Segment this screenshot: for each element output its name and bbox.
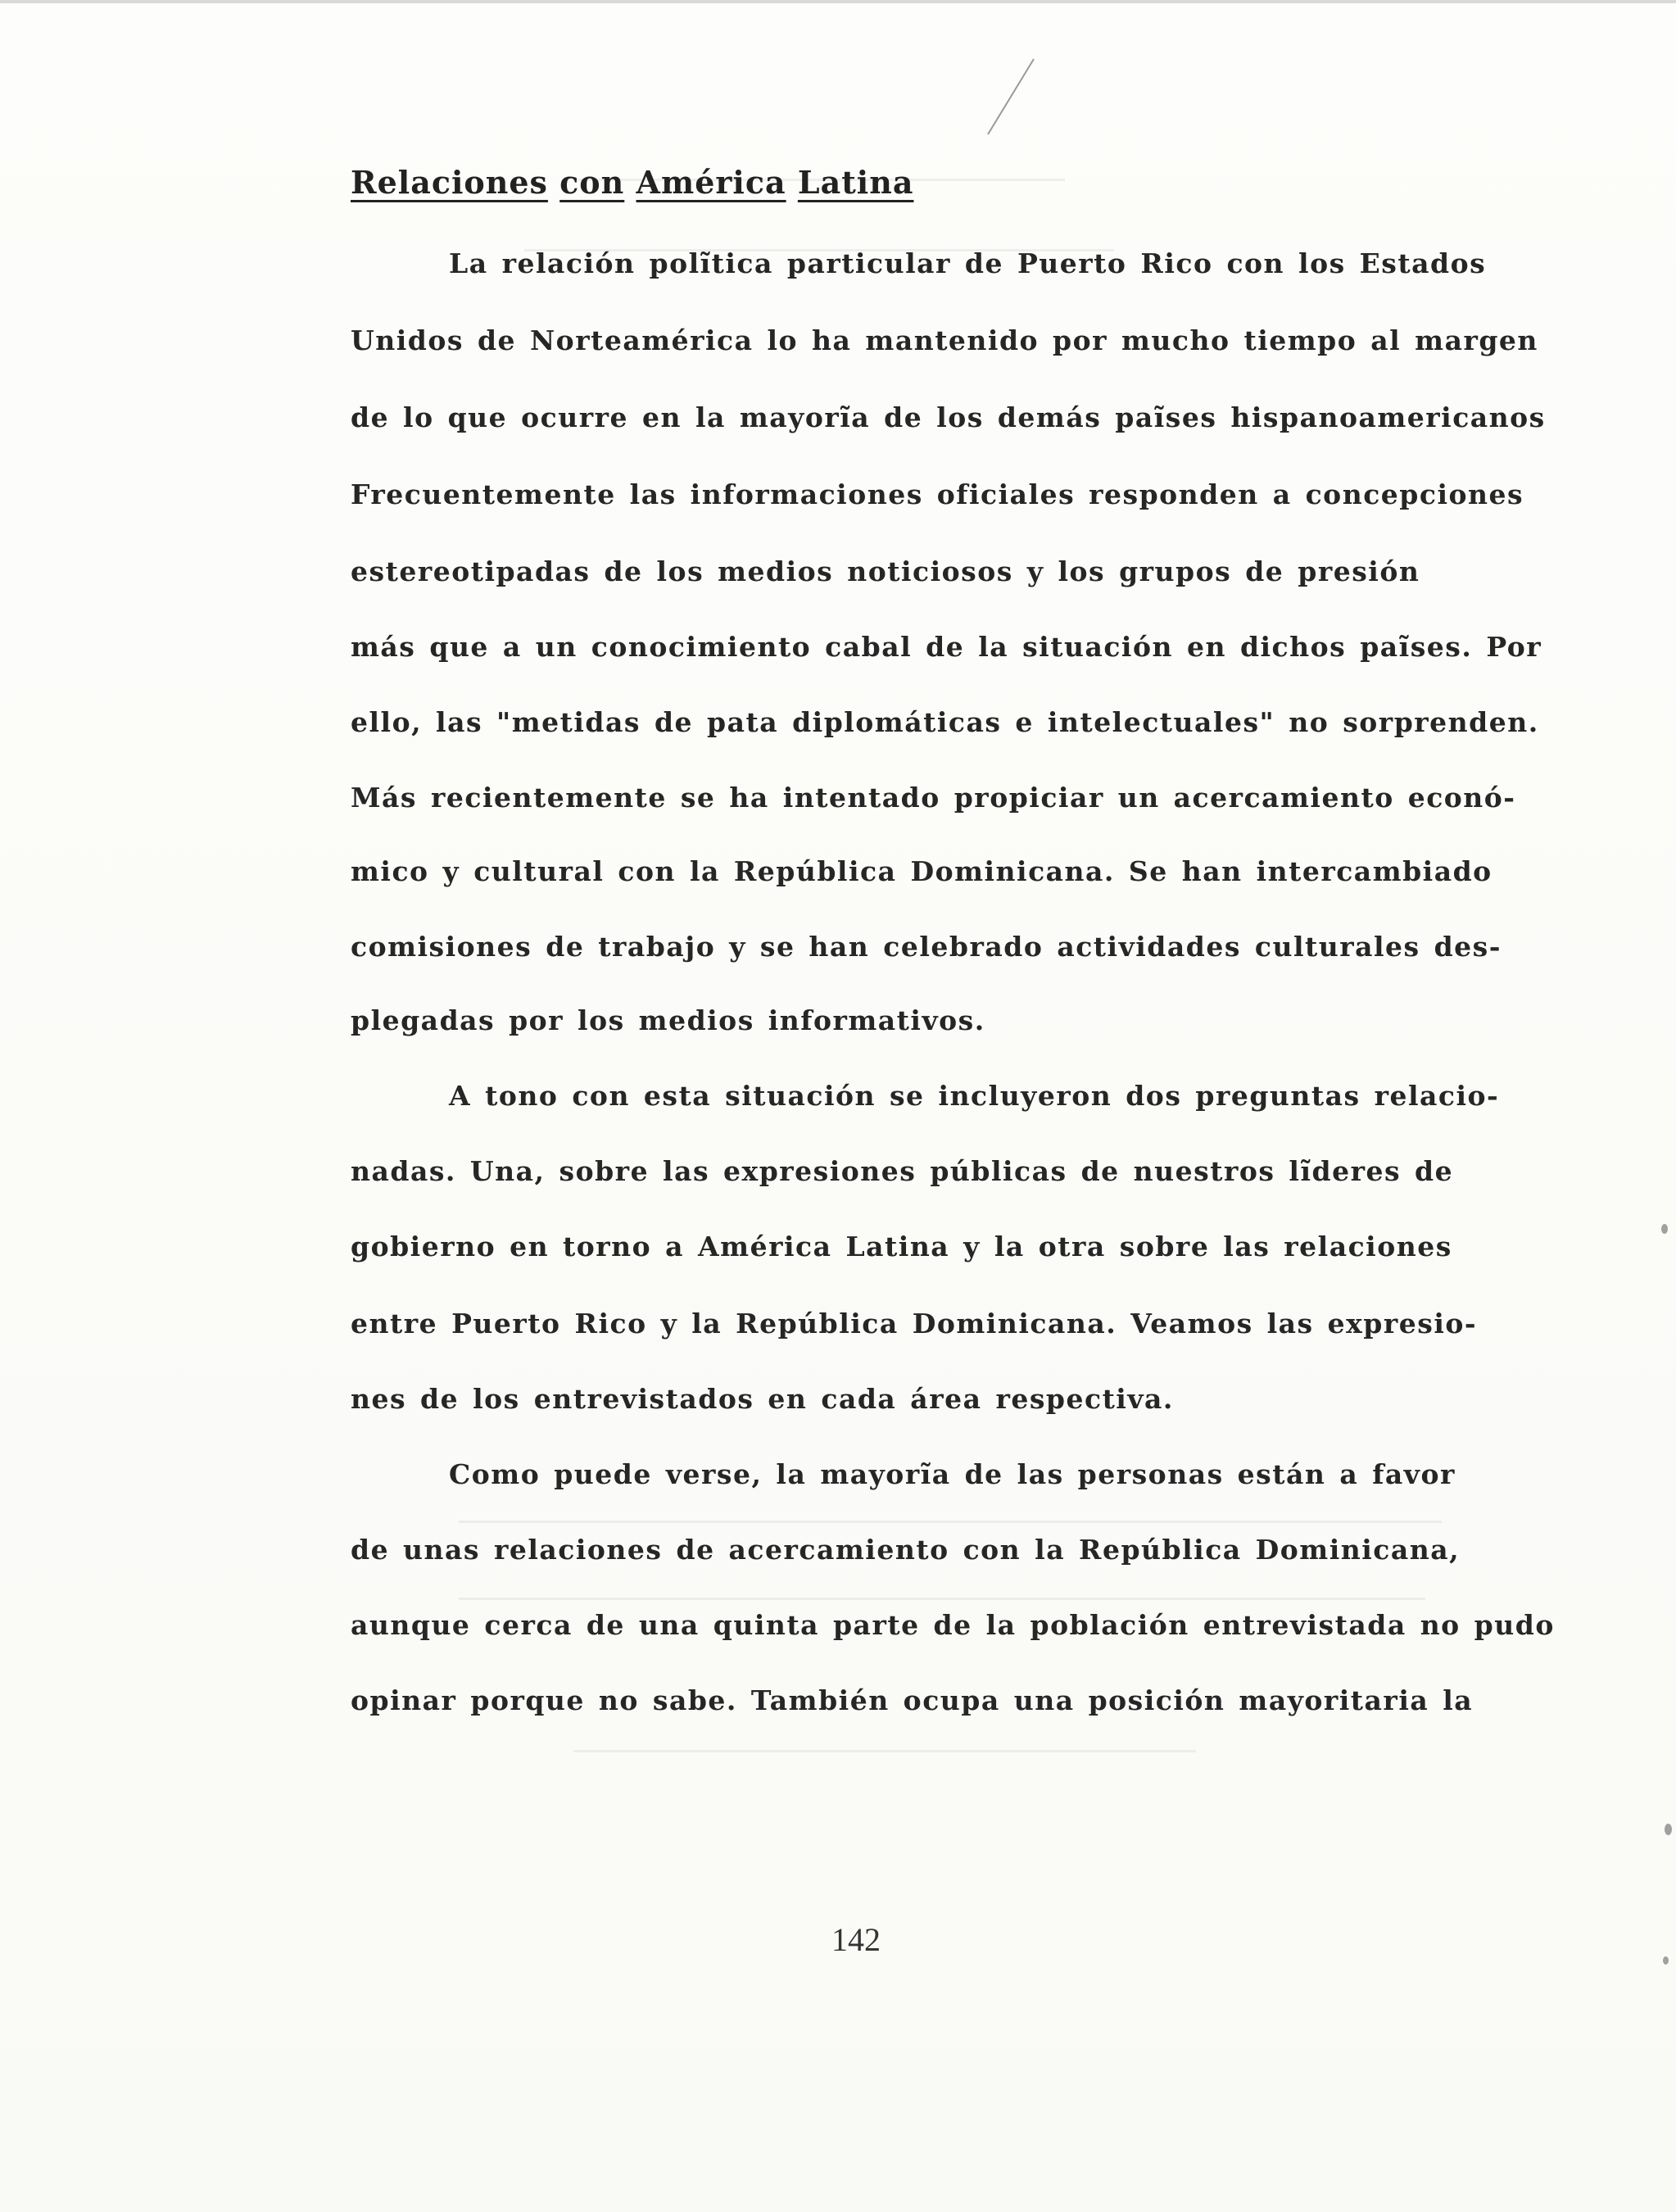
paragraph-line: Más recientemente se ha intentado propiciar un acercamiento econó- [351, 782, 1516, 814]
bleed-through-mark [459, 1521, 1442, 1523]
paragraph-line: gobierno en torno a América Latina y la otra sobre las relaciones [351, 1231, 1452, 1262]
paragraph-line: de lo que ocurre en la mayorĩa de los demás paĩses hispanoamericanos [351, 401, 1546, 433]
paragraph-line: opinar porque no sabe. También ocupa una posición mayoritaria la [351, 1684, 1474, 1716]
paragraph-line: comisiones de trabajo y se han celebrado actividades culturales des- [351, 931, 1502, 963]
page-top-edge [0, 0, 1676, 3]
heading-word: Latina [797, 164, 914, 201]
paragraph-line: Como puede verse, la mayorĩa de las personas están a favor [449, 1458, 1456, 1490]
paragraph-line: mico y cultural con la República Dominicana. Se han intercambiado [351, 855, 1493, 887]
scan-smudge [1661, 1224, 1668, 1234]
paragraph-line: Frecuentemente las informaciones oficiales responden a concepciones [351, 478, 1524, 510]
paragraph-line: A tono con esta situación se incluyeron dos preguntas relacio- [449, 1080, 1500, 1112]
paragraph-line: La relación polĩtica particular de Puerto Rico con los Estados [449, 247, 1487, 279]
pencil-slash-mark [981, 56, 1039, 138]
paragraph-line: nes de los entrevistados en cada área respectiva. [351, 1383, 1174, 1415]
paragraph-line: Unidos de Norteamérica lo ha mantenido por mucho tiempo al margen [351, 324, 1538, 356]
heading-word: Relaciones [351, 164, 548, 201]
paragraph-line: de unas relaciones de acercamiento con la República Dominicana, [351, 1534, 1461, 1566]
heading-word: América [636, 164, 786, 201]
scan-smudge [1665, 1824, 1672, 1835]
section-heading [351, 164, 913, 201]
scan-smudge [1663, 1956, 1669, 1965]
bleed-through-mark [573, 1750, 1196, 1752]
paragraph-line: nadas. Una, sobre las expresiones públicas de nuestros lĩderes de [351, 1155, 1454, 1187]
paragraph-line: más que a un conocimiento cabal de la situación en dichos paĩses. Por [351, 631, 1542, 663]
heading-word: con [559, 164, 625, 201]
bleed-through-mark [459, 1598, 1425, 1600]
paragraph-line: aunque cerca de una quinta parte de la población entrevistada no pudo [351, 1609, 1555, 1641]
page-number: 142 [831, 1921, 881, 1958]
paragraph-line: plegadas por los medios informativos. [351, 1004, 985, 1036]
paragraph-line: entre Puerto Rico y la República Dominicana. Veamos las expresio- [351, 1308, 1478, 1339]
paragraph-line: ello, las "metidas de pata diplomáticas e intelectuales" no sorprenden. [351, 706, 1539, 738]
paragraph-line: estereotipadas de los medios noticiosos y los grupos de presión [351, 555, 1420, 587]
